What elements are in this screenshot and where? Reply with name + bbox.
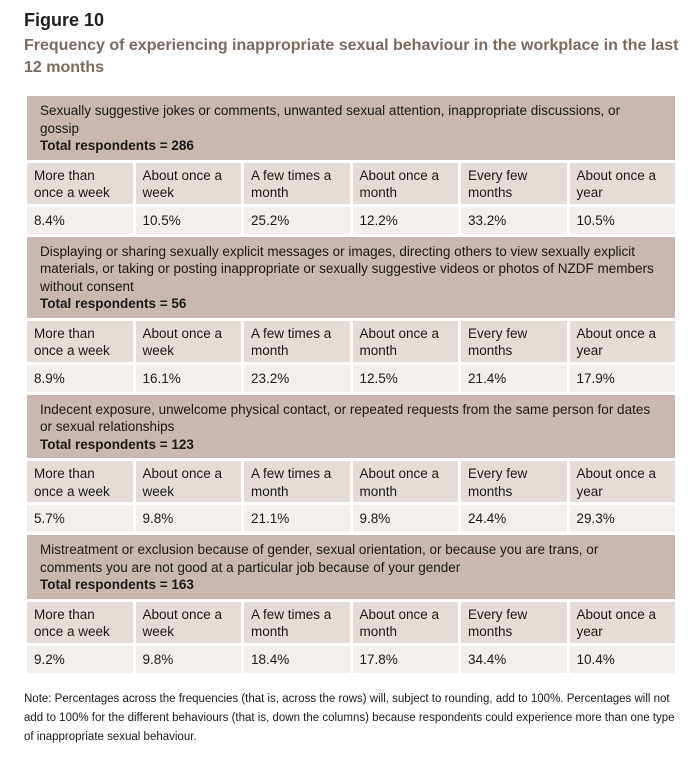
frequency-label: Every few months bbox=[461, 163, 567, 204]
frequency-label: More than once a week bbox=[27, 163, 133, 204]
total-respondents: Total respondents = 163 bbox=[40, 577, 194, 592]
frequency-header-row bbox=[27, 602, 675, 643]
percentage-value: 23.2% bbox=[244, 365, 350, 392]
percentage-value: 10.5% bbox=[136, 207, 242, 234]
frequency-label: A few times a month bbox=[244, 163, 350, 204]
percentage-value: 9.8% bbox=[136, 505, 242, 532]
behaviour-description: Displaying or sharing sexually explicit messages or images, directing others to view sexually explicit materials, or taking or posting inappropriate or sexually suggestive videos or photos of NZDF members without consent bbox=[40, 243, 654, 294]
section-header bbox=[27, 395, 675, 459]
frequency-label: About once a month bbox=[353, 163, 459, 204]
percentage-row bbox=[27, 207, 675, 234]
frequency-label: About once a month bbox=[353, 461, 459, 502]
frequency-label: About once a month bbox=[353, 321, 459, 362]
frequency-label: A few times a month bbox=[244, 602, 350, 643]
figure-title: Frequency of experiencing inappropriate sexual behaviour in the workplace in the last 12 months bbox=[24, 37, 679, 76]
frequency-label: About once a week bbox=[136, 602, 242, 643]
total-respondents: Total respondents = 286 bbox=[40, 138, 194, 153]
percentage-value: 33.2% bbox=[461, 207, 567, 234]
frequency-label: About once a year bbox=[570, 321, 676, 362]
percentage-value: 21.4% bbox=[461, 365, 567, 392]
frequency-label: About once a month bbox=[353, 602, 459, 643]
behaviour-section bbox=[27, 237, 675, 392]
percentage-row bbox=[27, 365, 675, 392]
frequency-header-row bbox=[27, 321, 675, 362]
percentage-value: 17.9% bbox=[570, 365, 676, 392]
frequency-label: About once a week bbox=[136, 461, 242, 502]
percentage-value: 8.4% bbox=[27, 207, 133, 234]
section-header bbox=[27, 535, 675, 599]
total-respondents: Total respondents = 56 bbox=[40, 296, 187, 311]
frequency-label: Every few months bbox=[461, 602, 567, 643]
percentage-value: 9.8% bbox=[136, 646, 242, 673]
frequency-header-row bbox=[27, 163, 675, 204]
frequency-label: A few times a month bbox=[244, 461, 350, 502]
percentage-value: 25.2% bbox=[244, 207, 350, 234]
behaviour-description: Sexually suggestive jokes or comments, unwanted sexual attention, inappropriate discussions, or gossip bbox=[40, 103, 621, 136]
frequency-label: About once a week bbox=[136, 163, 242, 204]
behaviour-section bbox=[27, 535, 675, 673]
percentage-value: 12.5% bbox=[353, 365, 459, 392]
behaviour-section bbox=[27, 395, 675, 533]
figure-label: Figure 10 bbox=[24, 10, 105, 30]
total-respondents: Total respondents = 123 bbox=[40, 436, 194, 452]
frequency-label: More than once a week bbox=[27, 461, 133, 502]
frequency-label: About once a year bbox=[570, 461, 676, 502]
percentage-row bbox=[27, 646, 675, 673]
frequency-label: About once a year bbox=[570, 163, 676, 204]
section-header bbox=[27, 237, 675, 318]
frequency-label: A few times a month bbox=[244, 321, 350, 362]
percentage-value: 16.1% bbox=[136, 365, 242, 392]
percentage-value: 18.4% bbox=[244, 646, 350, 673]
table-note: Note: Percentages across the frequencies (that is, across the rows) will, subject to rounding, add to 100%. Percentages will not add to 100% for the different behaviours (that is, down the columns) because respondents could experience more than one type of inappropriate sexual behaviour. bbox=[24, 693, 675, 743]
percentage-value: 10.4% bbox=[570, 646, 676, 673]
percentage-value: 9.2% bbox=[27, 646, 133, 673]
percentage-value: 9.8% bbox=[353, 505, 459, 532]
frequency-table bbox=[27, 96, 675, 676]
percentage-value: 21.1% bbox=[244, 505, 350, 532]
percentage-value: 8.9% bbox=[27, 365, 133, 392]
percentage-value: 17.8% bbox=[353, 646, 459, 673]
percentage-row bbox=[27, 505, 675, 532]
percentage-value: 5.7% bbox=[27, 505, 133, 532]
behaviour-section bbox=[27, 96, 675, 234]
frequency-label: About once a week bbox=[136, 321, 242, 362]
percentage-value: 34.4% bbox=[461, 646, 567, 673]
section-header bbox=[27, 96, 675, 160]
percentage-value: 24.4% bbox=[461, 505, 567, 532]
percentage-value: 12.2% bbox=[353, 207, 459, 234]
frequency-label: Every few months bbox=[461, 461, 567, 502]
frequency-label: Every few months bbox=[461, 321, 567, 362]
frequency-label: About once a year bbox=[570, 602, 676, 643]
behaviour-description: Indecent exposure, unwelcome physical contact, or repeated requests from the same person for dates or sexual relationships bbox=[40, 401, 651, 434]
percentage-value: 10.5% bbox=[570, 207, 676, 234]
frequency-header-row bbox=[27, 461, 675, 502]
percentage-value: 29.3% bbox=[570, 505, 676, 532]
behaviour-description: Mistreatment or exclusion because of gender, sexual orientation, or because you are trans, or comments you are not good at a particular job because of your gender bbox=[40, 542, 599, 575]
frequency-label: More than once a week bbox=[27, 321, 133, 362]
frequency-label: More than once a week bbox=[27, 602, 133, 643]
